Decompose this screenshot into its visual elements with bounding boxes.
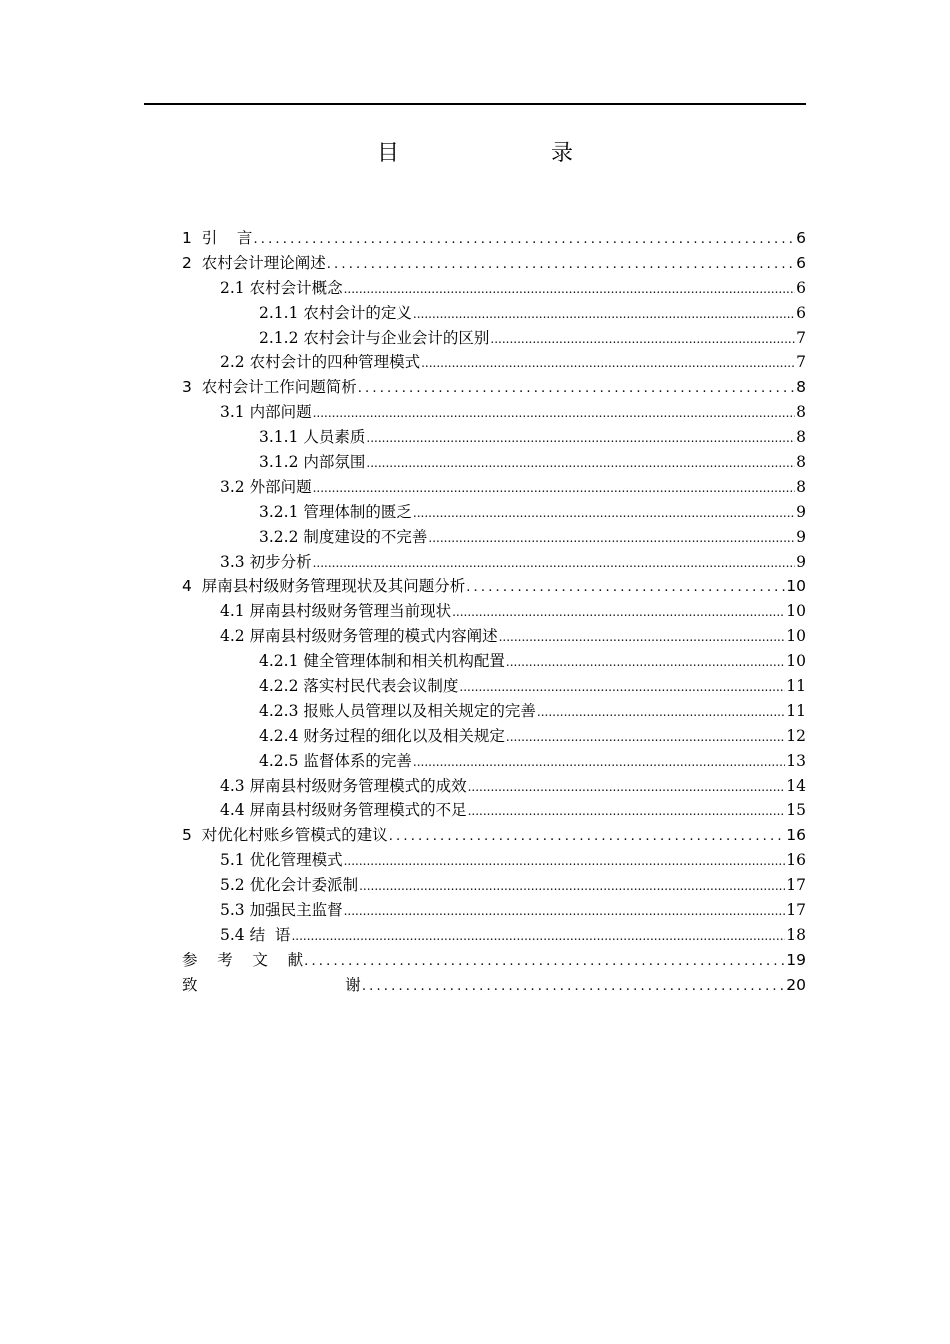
toc-entry-label: 5.2 优化会计委派制 <box>220 876 359 895</box>
toc-entry-label: 5.1 优化管理模式 <box>220 851 343 870</box>
toc-entry[interactable] <box>182 774 806 799</box>
toc-entry-page: 18 <box>786 925 806 944</box>
toc-entry[interactable] <box>182 226 806 251</box>
toc-entry[interactable] <box>182 375 806 400</box>
toc-entry-label: 3 农村会计工作问题简析 <box>182 378 357 397</box>
toc-entry[interactable] <box>182 699 806 724</box>
toc-entry-page: 8 <box>796 453 806 472</box>
toc-entry-label: 5.3 加强民主监督 <box>220 901 343 920</box>
toc-entry-page: 20 <box>786 975 806 994</box>
toc-leader-dots <box>362 975 785 1000</box>
toc-entry-label: 2.2 农村会计的四种管理模式 <box>220 353 421 372</box>
toc-entry-page: 13 <box>786 751 806 770</box>
toc-leader-dots <box>506 725 785 750</box>
toc-leader-dots <box>428 526 795 551</box>
toc-entry-label: 4.2.1 健全管理体制和相关机构配置 <box>259 652 505 671</box>
toc-entry-page: 16 <box>786 826 806 845</box>
toc-entry[interactable] <box>182 574 806 599</box>
toc-entry[interactable] <box>182 599 806 624</box>
toc-entry[interactable] <box>182 525 806 550</box>
toc-leader-dots <box>344 277 796 302</box>
toc-leader-dots <box>459 675 785 700</box>
toc-entry-page: 9 <box>796 502 806 521</box>
toc-entry-label: 3.2.1 管理体制的匮乏 <box>259 502 412 521</box>
toc-entry-page: 7 <box>796 328 806 347</box>
toc-entry-page: 7 <box>796 353 806 372</box>
toc-entry[interactable] <box>182 276 806 301</box>
toc-entry-page: 8 <box>796 428 806 447</box>
toc-entry[interactable] <box>182 475 806 500</box>
toc-leader-dots <box>537 700 785 725</box>
toc-entry-label: 4.2.2 落实村民代表会议制度 <box>259 677 459 696</box>
toc-entry-page: 6 <box>796 303 806 322</box>
toc-entry-page: 9 <box>796 552 806 571</box>
toc-entry-page: 6 <box>796 229 806 247</box>
toc-entry-page: 8 <box>796 403 806 422</box>
toc-leader-dots <box>490 327 795 352</box>
toc-entry-page: 11 <box>786 677 806 696</box>
toc-entry-label: 参 考 文 献 <box>182 950 304 969</box>
toc-leader-dots <box>389 825 786 850</box>
header-rule <box>144 103 806 105</box>
toc-entry[interactable] <box>182 798 806 823</box>
toc-entry-label: 2.1.1 农村会计的定义 <box>259 303 412 322</box>
toc-entry[interactable] <box>182 649 806 674</box>
toc-leader-dots <box>413 501 795 526</box>
toc-entry[interactable] <box>182 848 806 873</box>
toc-leader-dots <box>253 228 795 253</box>
toc-leader-dots <box>452 600 785 625</box>
toc-leader-dots <box>468 775 786 800</box>
toc-entry[interactable] <box>182 624 806 649</box>
toc-entry-label: 4.2 屏南县村级财务管理的模式内容阐述 <box>220 627 498 646</box>
toc-entry-page: 11 <box>786 701 806 720</box>
toc-leader-dots <box>313 551 796 576</box>
toc-entry-label: 4.1 屏南县村级财务管理当前现状 <box>220 602 452 621</box>
toc-leader-dots <box>344 899 786 924</box>
toc-entry-label: 2.1.2 农村会计与企业会计的区别 <box>259 328 490 347</box>
toc-leader-dots <box>468 799 786 824</box>
toc-entry-page: 10 <box>786 652 806 671</box>
toc-entry[interactable] <box>182 973 806 998</box>
toc-entry-page: 10 <box>786 602 806 621</box>
toc-entry[interactable] <box>182 450 806 475</box>
toc-leader-dots <box>291 924 785 949</box>
toc-entry-label: 3.3 初步分析 <box>220 552 312 571</box>
toc-entry-page: 10 <box>786 577 806 596</box>
toc-entry-label: 4.2.4 财务过程的细化以及相关规定 <box>259 726 505 745</box>
toc-entry-page: 19 <box>786 950 806 969</box>
toc-entry[interactable] <box>182 326 806 351</box>
toc-leader-dots <box>413 750 785 775</box>
toc-entry[interactable] <box>182 400 806 425</box>
toc-entry-label: 1 引 言 <box>182 229 253 247</box>
toc-entry[interactable] <box>182 823 806 848</box>
toc-entry-label: 3.1.1 人员素质 <box>259 428 366 447</box>
toc-entry-page: 6 <box>796 253 806 272</box>
toc-leader-dots <box>421 351 795 376</box>
toc-leader-dots <box>366 451 795 476</box>
toc-leader-dots <box>304 950 785 975</box>
toc-entry-page: 15 <box>786 801 806 820</box>
toc-entry[interactable] <box>182 350 806 375</box>
toc-entry[interactable] <box>182 948 806 973</box>
toc-entry[interactable] <box>182 500 806 525</box>
toc-entry-label: 2 农村会计理论阐述 <box>182 253 326 272</box>
toc-entry[interactable] <box>182 425 806 450</box>
toc-entry-label: 5 对优化村账乡管模式的建议 <box>182 826 388 845</box>
toc-entry-page: 8 <box>796 477 806 496</box>
toc-entry-page: 6 <box>796 278 806 297</box>
toc-entry-label: 5.4 结 语 <box>220 925 291 944</box>
toc-leader-dots <box>358 377 795 402</box>
toc-entry[interactable] <box>182 923 806 948</box>
toc-leader-dots <box>466 576 785 601</box>
toc-entry[interactable] <box>182 724 806 749</box>
toc-leader-dots <box>499 625 786 650</box>
toc-leader-dots <box>313 401 796 426</box>
toc-entry-label: 4.2.3 报账人员管理以及相关规定的完善 <box>259 701 536 720</box>
toc-entry-label: 3.2.2 制度建设的不完善 <box>259 527 428 546</box>
toc-entry-page: 10 <box>786 627 806 646</box>
toc-leader-dots <box>366 426 795 451</box>
toc-entry-label: 4.3 屏南县村级财务管理模式的成效 <box>220 776 467 795</box>
toc-entry[interactable] <box>182 674 806 699</box>
toc-leader-dots <box>506 650 785 675</box>
toc-entry-page: 16 <box>786 851 806 870</box>
toc-leader-dots <box>413 302 795 327</box>
toc-entry[interactable] <box>182 550 806 575</box>
table-of-contents <box>182 226 806 998</box>
toc-entry-page: 12 <box>786 726 806 745</box>
toc-leader-dots <box>359 874 785 899</box>
toc-entry[interactable] <box>182 898 806 923</box>
toc-entry[interactable] <box>182 873 806 898</box>
toc-entry-label: 3.1 内部问题 <box>220 403 312 422</box>
toc-entry-label: 4.2.5 监督体系的完善 <box>259 751 412 770</box>
toc-entry-label: 4.4 屏南县村级财务管理模式的不足 <box>220 801 467 820</box>
toc-leader-dots <box>313 476 796 501</box>
toc-title: 目 录 <box>376 141 609 166</box>
toc-entry-label: 3.2 外部问题 <box>220 477 312 496</box>
toc-entry-page: 14 <box>786 776 806 795</box>
toc-entry[interactable] <box>182 301 806 326</box>
toc-entry-page: 17 <box>786 876 806 895</box>
toc-entry-page: 8 <box>796 378 806 397</box>
toc-leader-dots <box>344 849 786 874</box>
toc-entry-label: 4 屏南县村级财务管理现状及其问题分析 <box>182 577 466 596</box>
toc-entry-page: 9 <box>796 527 806 546</box>
toc-entry-label: 2.1 农村会计概念 <box>220 278 343 297</box>
toc-entry[interactable] <box>182 749 806 774</box>
toc-entry-page: 17 <box>786 901 806 920</box>
toc-entry-label: 3.1.2 内部氛围 <box>259 453 366 472</box>
toc-leader-dots <box>327 253 795 278</box>
toc-entry-label: 致 谢 <box>182 975 361 994</box>
toc-entry[interactable] <box>182 251 806 276</box>
